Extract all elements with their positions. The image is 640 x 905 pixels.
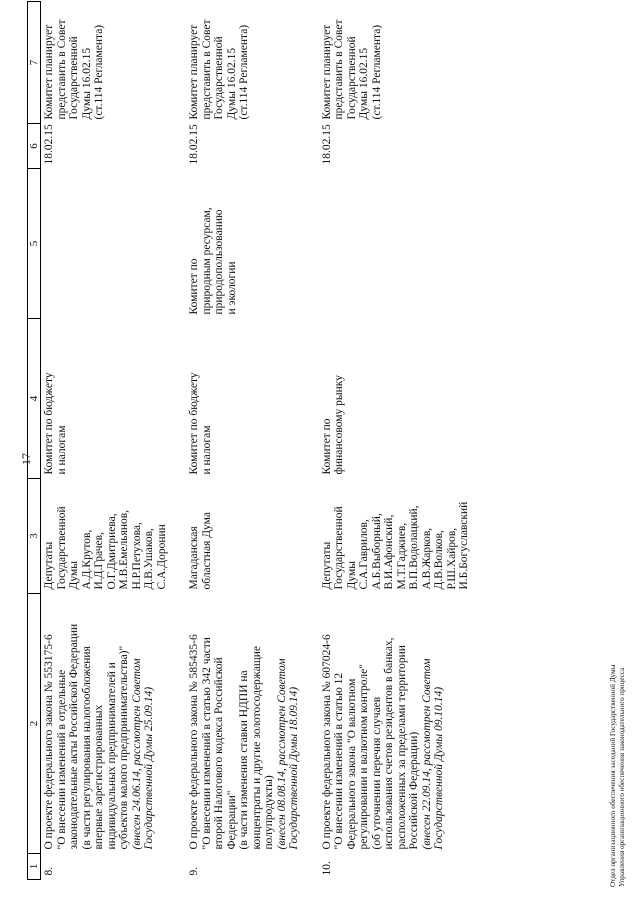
- cell-text-line: Н.Р.Петухова,: [130, 522, 143, 590]
- cell-text-line: Думы 16.02.15: [358, 47, 370, 120]
- responsible-committee: [319, 319, 475, 479]
- cell-text-line: концентраты и другие золотосодержащие: [250, 646, 263, 850]
- column-number-row: [28, 2, 41, 880]
- cell-text-line: М.В.Емельянов,: [118, 509, 130, 590]
- cell-text-line: Государственной Думы 18.09.14): [288, 686, 300, 850]
- column-header: 5: [28, 169, 41, 319]
- cell-text-line: полупродукты): [263, 775, 275, 850]
- footer-line: Отдел организационного обеспечения заседаний Государственной Думы: [609, 664, 617, 887]
- cell-text-line: С.А.Доронин: [155, 524, 168, 590]
- cell-text-line: Российской Федерации): [408, 731, 420, 850]
- cell-text-line: Государственной Думы 09.10.14): [433, 686, 445, 850]
- cell-text-line: финансовому рынку: [333, 375, 345, 475]
- initiator: [41, 479, 187, 594]
- cell-text-line: (ст.114 Регламента): [370, 24, 383, 120]
- cell-text-line: Думы 16.02.15: [80, 47, 93, 120]
- cell-text-line: законодательные акты Российской Федерации: [68, 623, 80, 850]
- cell-text-line: А.В.Жарков,: [420, 527, 433, 590]
- row-number: [186, 854, 319, 880]
- cell-text-line: Государственной Думы 25.09.14): [143, 686, 155, 850]
- cell-text-line: И.Б.Богуславский: [458, 501, 470, 590]
- cell-text-line: Государственной: [68, 36, 80, 120]
- cell-text-line: С.А.Гаврилов,: [358, 519, 370, 590]
- cell-text-line: Д.В.Ушаков,: [143, 528, 155, 590]
- footer: [609, 664, 626, 887]
- row-number-text: 9.: [188, 866, 200, 876]
- initiator: [186, 479, 319, 594]
- cell-text-line: (внесен 24.06.14, рассмотрен Советом: [130, 658, 143, 850]
- column-header: 7: [28, 2, 41, 124]
- cell-text-line: "О внесении изменений в отдельные: [55, 669, 68, 850]
- cell-text-line: Государственной: [345, 36, 358, 120]
- cell-text-line: А.Д.Крутов,: [80, 529, 93, 590]
- cell-text-line: Р.Ш.Хайров,: [445, 527, 458, 590]
- cell-text-line: (внесен 08.08.14, рассмотрен Советом: [275, 658, 288, 850]
- column-header: 4: [28, 319, 41, 479]
- cell-text-line: Депутаты: [43, 541, 55, 590]
- review-date-text: 18.02.15: [43, 124, 55, 165]
- cell-text-line: О.Г.Дмитриева,: [105, 513, 118, 590]
- review-date-text: 18.02.15: [188, 124, 200, 165]
- cell-text-line: Государственной: [55, 506, 68, 590]
- bill-schedule-table: [27, 1, 475, 880]
- review-date: [319, 124, 475, 169]
- cell-text-line: Думы 16.02.15: [225, 47, 238, 120]
- cell-text-line: Государственной: [213, 36, 225, 120]
- column-header: 6: [28, 124, 41, 169]
- cell-text-line: И.Д.Грачев,: [93, 532, 105, 590]
- cell-text-line: Комитет по: [320, 418, 333, 475]
- cell-text-line: (в части изменения ставки НДПИ на: [238, 670, 250, 850]
- plan-note: [41, 2, 187, 124]
- cell-text-line: А.Б.Выборный,: [370, 513, 383, 590]
- cell-text-line: Думы: [68, 561, 80, 590]
- cell-text-line: Федерального закона "О валютном: [345, 678, 358, 850]
- cell-text-line: Комитет по бюджету: [188, 372, 200, 475]
- cell-text-line: представить в Совет: [333, 19, 345, 120]
- page-number: 17: [19, 453, 33, 465]
- cell-text-line: природопользованию: [213, 209, 225, 315]
- initiator: [319, 479, 475, 594]
- cell-text-line: (внесен 22.09.14, рассмотрен Советом: [420, 658, 433, 850]
- cell-text-line: Государственной: [333, 506, 345, 590]
- cell-text-line: М.Т.Гаджиев,: [395, 522, 408, 590]
- cell-text-line: регулировании и валютном контроле": [358, 664, 370, 850]
- cell-text-line: природным ресурсам,: [200, 207, 213, 315]
- cell-text-line: Думы: [345, 561, 358, 590]
- cell-text-line: Комитет по бюджету: [43, 372, 55, 475]
- responsible-committee: [186, 319, 319, 479]
- plan-note: [186, 2, 319, 124]
- cell-text-line: впервые зарегистрированных: [93, 704, 105, 850]
- table-body: [41, 2, 475, 880]
- cell-text-line: (ст.114 Регламента): [238, 24, 250, 120]
- cell-text-line: Комитет планирует: [320, 24, 333, 120]
- table-row: [186, 2, 319, 880]
- cell-text-line: О проекте федерального закона № 585435-6: [188, 634, 200, 850]
- column-header: 1: [28, 854, 41, 880]
- co-committee: [41, 169, 187, 319]
- table-row: [319, 2, 475, 880]
- cell-text-line: областная Дума: [200, 512, 213, 590]
- bill-description: [319, 594, 475, 854]
- bill-description: [186, 594, 319, 854]
- cell-text-line: индивидуальных предпринимателей и: [105, 662, 118, 850]
- responsible-committee: [41, 319, 187, 479]
- row-number: [319, 854, 475, 880]
- cell-text-line: субъектов малого предпринимательства)": [118, 645, 130, 850]
- cell-text-line: использования счетов резидентов в банках,: [383, 637, 395, 850]
- cell-text-line: (об уточнении перечня случаев: [370, 696, 383, 850]
- cell-text-line: Комитет планирует: [188, 24, 200, 120]
- cell-text-line: и налогам: [55, 425, 68, 475]
- review-date-text: 18.02.15: [320, 124, 333, 165]
- cell-text-line: В.П.Водолацкий,: [408, 505, 420, 590]
- cell-text-line: (ст.114 Регламента): [93, 24, 105, 120]
- co-committee: [186, 169, 319, 319]
- row-number-text: 8.: [43, 866, 55, 876]
- table-row: [41, 2, 187, 880]
- cell-text-line: представить в Совет: [200, 19, 213, 120]
- cell-text-line: представить в Совет: [55, 19, 68, 120]
- column-header: 2: [28, 594, 41, 854]
- cell-text-line: и налогам: [200, 425, 213, 475]
- cell-text-line: Магаданская: [188, 526, 200, 590]
- cell-text-line: В.И.Афонский,: [383, 514, 395, 590]
- cell-text-line: и экологии: [225, 261, 238, 315]
- cell-text-line: Комитет планирует: [43, 24, 55, 120]
- cell-text-line: "О внесении изменений в статью 342 части: [200, 637, 213, 850]
- cell-text-line: Комитет по: [188, 258, 200, 315]
- row-number-text: 10.: [320, 861, 333, 876]
- cell-text-line: (в части регулирования налогообложения: [80, 646, 93, 850]
- cell-text-line: расположенных за пределами территории: [395, 645, 408, 850]
- review-date: [186, 124, 319, 169]
- column-header: 3: [28, 479, 41, 594]
- bill-description: [41, 594, 187, 854]
- row-number: [41, 854, 187, 880]
- review-date: [41, 124, 187, 169]
- plan-note: [319, 2, 475, 124]
- footer-line: Управления организационного обеспечения законодательного процесса: [617, 667, 626, 887]
- cell-text-line: О проекте федерального закона № 607024-6: [320, 634, 333, 850]
- cell-text-line: "О внесении изменений в статью 12: [333, 672, 345, 850]
- cell-text-line: Депутаты: [320, 541, 333, 590]
- co-committee: [319, 169, 475, 319]
- cell-text-line: О проекте федерального закона № 553175-6: [43, 634, 55, 850]
- cell-text-line: второй Налогового кодекса Российской: [213, 657, 225, 850]
- cell-text-line: Федерации": [225, 790, 238, 850]
- cell-text-line: Д.В.Волков,: [433, 530, 445, 590]
